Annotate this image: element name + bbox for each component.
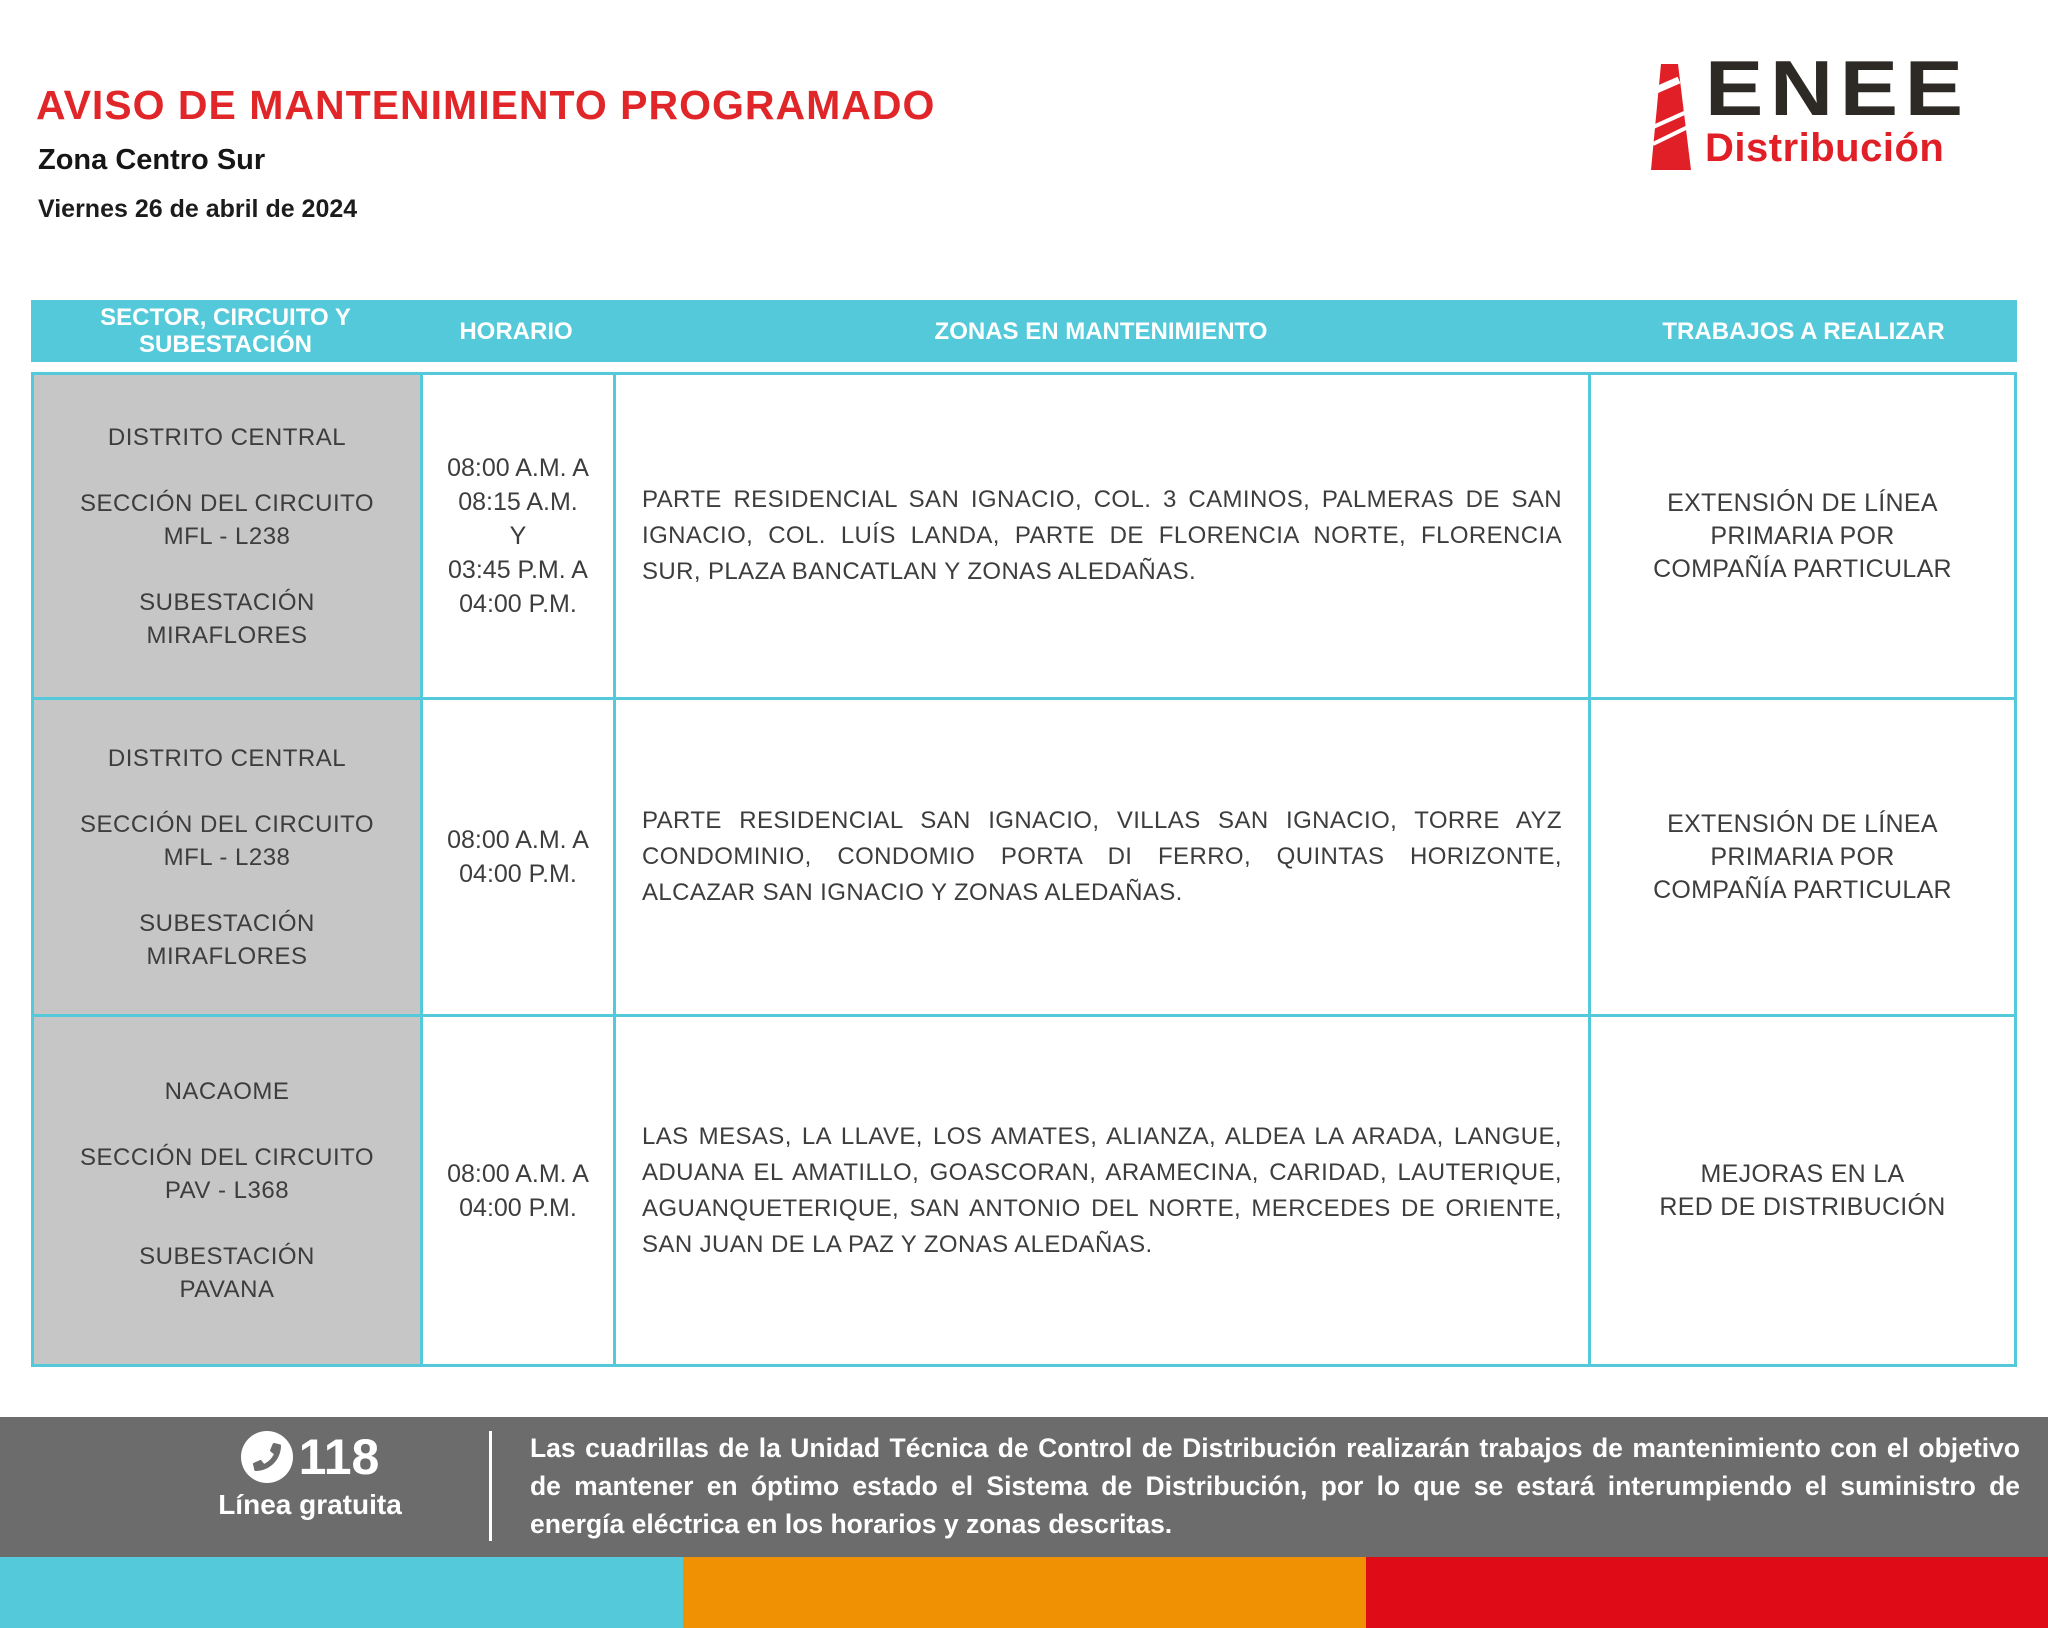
column-header-horario: HORARIO <box>459 317 573 345</box>
trabajos-cell: MEJORAS EN LA RED DE DISTRIBUCIÓN <box>1591 1017 2014 1364</box>
trabajos-cell: EXTENSIÓN DE LÍNEA PRIMARIA POR COMPAÑÍA PARTICULAR <box>1591 375 2014 697</box>
sector-cell: DISTRITO CENTRAL SECCIÓN DEL CIRCUITO MFL - L238 SUBESTACIÓN MIRAFLORES <box>34 700 420 1014</box>
horario-cell: 08:00 A.M. A 08:15 A.M. Y 03:45 P.M. A 04:00 P.M. <box>423 375 613 697</box>
strip-cyan-segment <box>0 1557 683 1628</box>
strip-red-segment <box>1366 1557 2048 1628</box>
sector-cell: NACAOME SECCIÓN DEL CIRCUITO PAV - L368 SUBESTACIÓN PAVANA <box>34 1017 420 1364</box>
column-header-zonas: ZONAS EN MANTENIMIENTO <box>934 317 1268 345</box>
table-header-row <box>31 300 2017 362</box>
zonas-cell: PARTE RESIDENCIAL SAN IGNACIO, COL. 3 CAMINOS, PALMERAS DE SAN IGNACIO, COL. LUÍS LANDA, PARTE DE FLORENCIA NORTE, FLORENCIA SUR, PLAZA BANCATLAN Y ZONAS ALEDAÑAS. <box>616 375 1588 697</box>
phone-label: Línea gratuita <box>218 1489 402 1520</box>
trabajos-cell: EXTENSIÓN DE LÍNEA PRIMARIA POR COMPAÑÍA PARTICULAR <box>1591 700 2014 1014</box>
bottom-color-strip <box>0 1557 2048 1628</box>
column-header-sector: SECTOR, CIRCUITO Y SUBESTACIÓN <box>100 304 351 358</box>
enee-logo <box>1645 44 1970 172</box>
logo-brand-text: ENEE <box>1705 44 1970 132</box>
zonas-cell: LAS MESAS, LA LLAVE, LOS AMATES, ALIANZA, ALDEA LA ARADA, LANGUE, ADUANA EL AMATILLO, GOASCORAN, ARAMECINA, CARIDAD, LAUTERIQUE, AGUANQUETERIQUE, SAN ANTONIO DEL NORTE, MERCEDES DE ORIENTE, SAN JUAN DE LA PAZ Y ZONAS ALEDAÑAS. <box>616 1017 1588 1364</box>
power-tower-icon <box>1645 62 1697 172</box>
horario-cell: 08:00 A.M. A 04:00 P.M. <box>423 1017 613 1364</box>
phone-icon <box>241 1431 293 1483</box>
phone-block <box>150 1431 470 1521</box>
notice-date: Viernes 26 de abril de 2024 <box>38 195 358 223</box>
footer-divider <box>489 1431 492 1541</box>
zonas-cell: PARTE RESIDENCIAL SAN IGNACIO, VILLAS SAN IGNACIO, TORRE AYZ CONDOMINIO, CONDOMIO PORTA DI FERRO, QUINTAS HORIZONTE, ALCAZAR SAN IGNACIO Y ZONAS ALEDAÑAS. <box>616 700 1588 1014</box>
maintenance-table <box>31 372 2017 1367</box>
strip-orange-segment <box>683 1557 1366 1628</box>
footer-message: Las cuadrillas de la Unidad Técnica de Control de Distribución realizarán trabajos de mantenimiento con el objetivo de mantener en óptimo estado el Sistema de Distribución, por lo que se estará interumpiendo el suministro de energía eléctrica en los horarios y zonas descritas. <box>530 1433 2020 1539</box>
phone-number: 118 <box>298 1429 380 1485</box>
logo-division-text: Distribución <box>1705 126 1945 170</box>
column-header-trabajos: TRABAJOS A REALIZAR <box>1662 317 1945 345</box>
footer-bar <box>0 1417 2048 1557</box>
logo-text <box>1705 44 1970 172</box>
page-title: AVISO DE MANTENIMIENTO PROGRAMADO <box>36 82 936 128</box>
horario-cell: 08:00 A.M. A 04:00 P.M. <box>423 700 613 1014</box>
sector-cell: DISTRITO CENTRAL SECCIÓN DEL CIRCUITO MFL - L238 SUBESTACIÓN MIRAFLORES <box>34 375 420 697</box>
zone-subtitle: Zona Centro Sur <box>38 144 266 176</box>
